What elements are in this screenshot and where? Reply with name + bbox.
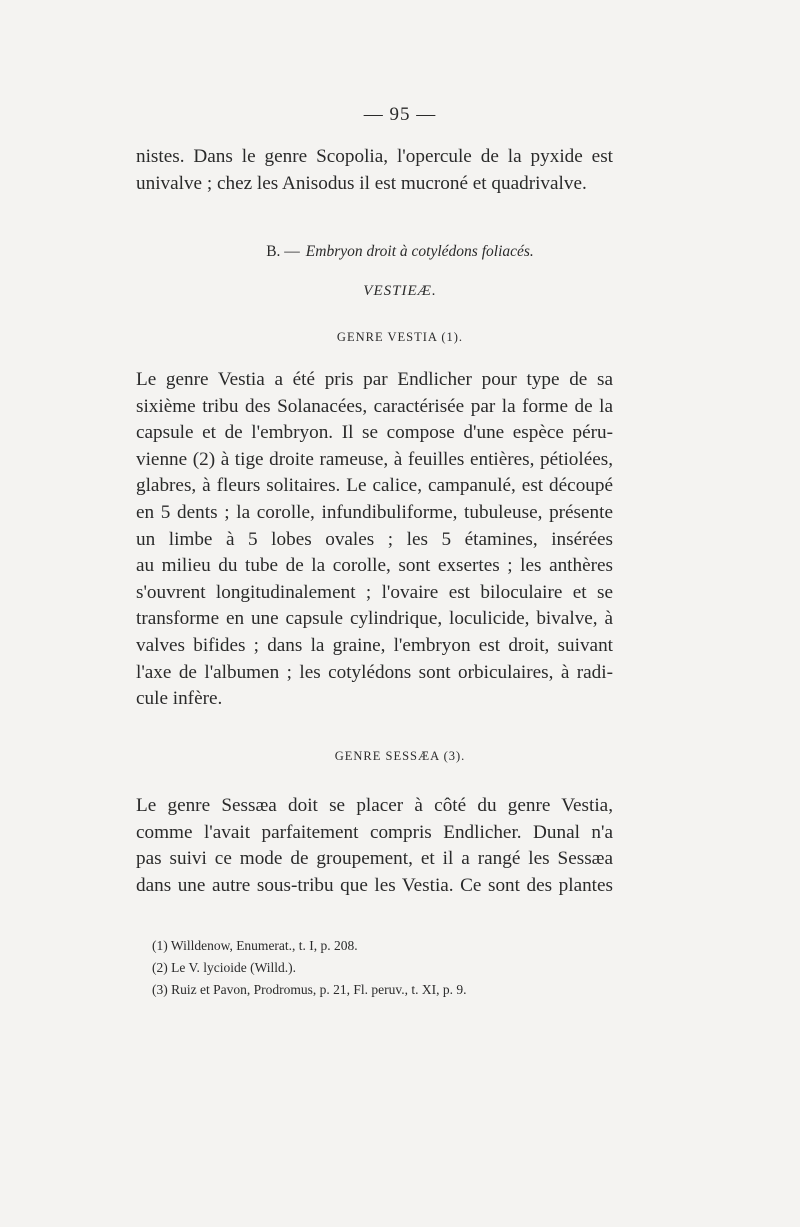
vestia-paragraph bbox=[136, 367, 613, 713]
text-line: un limbe à 5 lobes ovales ; les 5 étamines, insérées bbox=[136, 528, 613, 550]
text-line: nistes. Dans le genre Scopolia, l'opercule de la pyxide est bbox=[136, 146, 613, 167]
intro-paragraph bbox=[136, 144, 613, 197]
text-line: Le genre Sessæa doit se placer à côté du genre Vestia, bbox=[136, 795, 613, 816]
text-line: Le genre Vestia a été pris par Endlicher pour type de sa bbox=[136, 369, 613, 390]
text-line: pas suivi ce mode de groupement, et il a rangé les Sessæa bbox=[136, 848, 613, 870]
text-line: s'ouvrent longitudinalement ; l'ovaire est biloculaire et se bbox=[136, 581, 613, 603]
subheading bbox=[0, 243, 800, 261]
subheading-letter: B. — bbox=[266, 243, 300, 260]
text-line: dans une autre sous-tribu que les Vestia. Ce sont des plantes bbox=[136, 874, 613, 896]
genus-heading-vestia: GENRE VESTIA (1). bbox=[336, 330, 464, 344]
text-line: vienne (2) à tige droite rameuse, à feuilles entières, pétiolées, bbox=[136, 448, 613, 470]
footnotes bbox=[152, 935, 466, 1001]
text-line: en 5 dents ; la corolle, infundibuliforme, tubuleuse, présente bbox=[136, 501, 613, 523]
genus-heading-sessaea: GENRE SESSÆA (3). bbox=[334, 749, 466, 763]
subheading-text: Embryon droit à cotylédons foliacés. bbox=[305, 243, 534, 260]
text-line: transforme en une capsule cylindrique, loculicide, bivalve, à bbox=[136, 608, 613, 630]
footnote-2: (2) Le V. lycioide (Willd.). bbox=[152, 960, 297, 975]
tribe-heading: VESTIEÆ. bbox=[363, 283, 437, 299]
text-line: au milieu du tube de la corolle, sont exsertes ; les anthères bbox=[136, 555, 613, 577]
text-line: valves bifides ; dans la graine, l'embryon est droit, suivant bbox=[136, 634, 613, 656]
text-line: cule infère. bbox=[136, 688, 223, 710]
text-line: univalve ; chez les Anisodus il est mucroné et quadrivalve. bbox=[136, 172, 587, 194]
text-line: l'axe de l'albumen ; les cotylédons sont orbiculaires, à radi- bbox=[136, 661, 613, 683]
sessaea-paragraph bbox=[136, 793, 613, 899]
page-number: — 95 — bbox=[363, 104, 437, 125]
text-line: comme l'avait parfaitement compris Endlicher. Dunal n'a bbox=[136, 821, 613, 843]
footnote-1: (1) Willdenow, Enumerat., t. I, p. 208. bbox=[152, 938, 358, 953]
text-line: capsule et de l'embryon. Il se compose d'une espèce péru- bbox=[136, 422, 613, 444]
text-line: glabres, à fleurs solitaires. Le calice, campanulé, est découpé bbox=[136, 475, 613, 497]
footnote-3: (3) Ruiz et Pavon, Prodromus, p. 21, Fl. peruv., t. XI, p. 9. bbox=[152, 982, 467, 997]
text-line: sixième tribu des Solanacées, caractérisée par la forme de la bbox=[136, 395, 613, 417]
